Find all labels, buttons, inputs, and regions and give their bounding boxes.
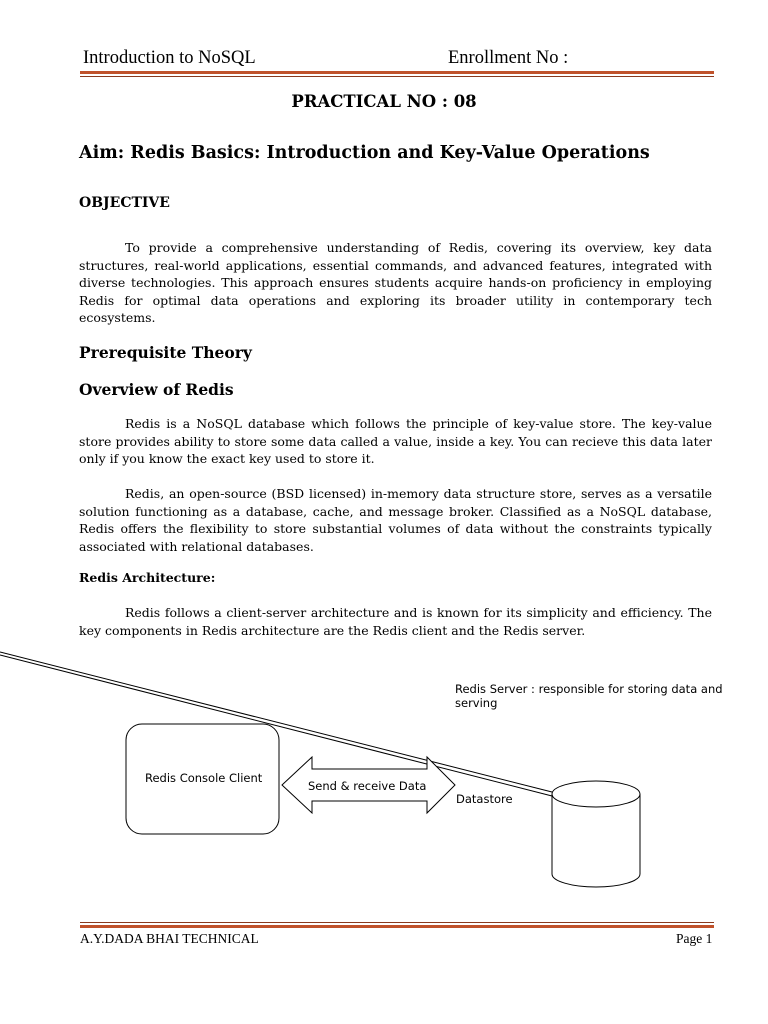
header-rule-thin [80, 76, 714, 77]
header-enrollment-label: Enrollment No : [448, 48, 569, 68]
footer-page-number: Page 1 [676, 931, 713, 946]
datastore-cylinder [552, 781, 640, 887]
architecture-paragraph: Redis follows a client-server architecture and is known for its simplicity and efficiency. The key components in Redis architecture are the Redis client and the Redis server. [79, 605, 712, 638]
footer-rule-thick [80, 925, 714, 928]
overview-heading: Overview of Redis [79, 380, 234, 399]
datastore-label: Datastore [456, 792, 513, 806]
prerequisite-heading: Prerequisite Theory [79, 343, 252, 362]
header-rule-thick [80, 71, 714, 74]
aim-heading: Aim: Redis Basics: Introduction and Key-Value Operations [79, 143, 650, 163]
architecture-heading: Redis Architecture: [79, 570, 216, 585]
header-course-title: Introduction to NoSQL [83, 48, 256, 68]
overview-paragraph-2: Redis, an open-source (BSD licensed) in-memory data structure store, serves as a versatile solution functioning as a database, cache, and message broker. Classified as a NoSQL database, Redis offers the flexibility to store substantial volumes of data without the constraints typically associated with relational databases. [79, 486, 712, 554]
client-label: Redis Console Client [145, 771, 263, 785]
objective-heading: OBJECTIVE [79, 195, 170, 211]
overview-paragraph-1: Redis is a NoSQL database which follows the principle of key-value store. The key-value store provides ability to store some data called a value, inside a key. You can recieve this data later only if you know the exact key used to store it. [79, 416, 712, 466]
objective-paragraph: To provide a comprehensive understanding of Redis, covering its overview, key data structures, real-world applications, essential commands, and advanced features, integrated with diverse technologies. This approach ensures students acquire hands-on proficiency in employing Redis for optimal data operations and exploring its broader utility in contemporary tech ecosystems. [79, 240, 712, 325]
arrow-label: Send & receive Data [308, 779, 427, 793]
footer-rule-thin [80, 922, 714, 923]
practical-title: PRACTICAL NO : 08 [291, 92, 477, 111]
architecture-diagram [0, 640, 768, 900]
footer-institute: A.Y.DADA BHAI TECHNICAL [80, 931, 259, 946]
server-note: Redis Server : responsible for storing data and serving [455, 682, 723, 710]
